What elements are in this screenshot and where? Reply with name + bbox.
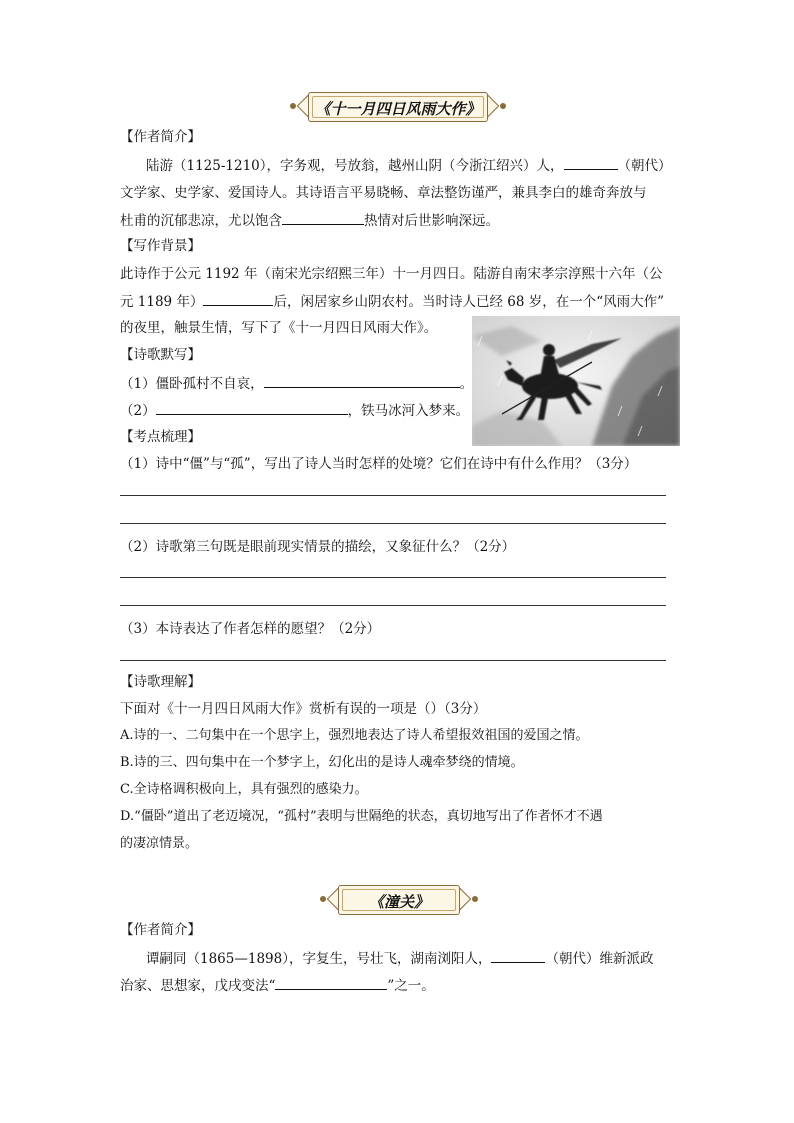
fill-blank[interactable]: [203, 292, 273, 306]
dictation-blank[interactable]: [264, 374, 460, 388]
poem-title: 《潼关》: [368, 893, 429, 911]
author-intro-text: ”之一。: [387, 978, 435, 994]
dictation-item-1: [120, 374, 473, 393]
dictation-text: ，铁马冰河入梦来。: [347, 403, 470, 419]
option-a: A.诗的一、二句集中在一个思字上，强烈地表达了诗人希望报效祖国的爱国之情。: [120, 728, 589, 743]
dictation-blank[interactable]: [156, 401, 348, 415]
fill-blank[interactable]: [275, 976, 387, 990]
author-intro-text: （朝代）: [617, 158, 672, 174]
author-intro-text: 杜甫的沉郁悲凉，尤以饱含: [120, 213, 282, 229]
key-points-heading: 【考点梳理】: [120, 429, 201, 445]
author-intro-text: 谭嗣同（1865—1898），字复生，号壮飞，湖南浏阳人，: [146, 951, 492, 967]
poem-title: 《十一月四日风雨大作》: [315, 100, 481, 118]
question-2: （2）诗歌第三句既是眼前现实情景的描绘，又象征什么？（2分）: [120, 539, 516, 555]
option-c: C.全诗格调积极向上，具有强烈的感染力。: [120, 782, 368, 797]
question-1: （1）诗中“僵”与“孤”，写出了诗人当时怎样的处境？它们在诗中有什么作用？（3分）: [120, 456, 638, 472]
author-intro-text: （朝代）维新派政: [545, 951, 654, 967]
multiple-choice-stem: 下面对《十一月四日风雨大作》赏析有误的一项是（）（3分）: [120, 701, 487, 717]
author-intro-text: 陆游（1125-1210），字务观，号放翁，越州山阴（今浙江绍兴）人，: [146, 158, 564, 174]
dictation-heading: 【诗歌默写】: [120, 347, 201, 363]
author-intro-heading: 【作者简介】: [120, 922, 201, 938]
background-heading: 【写作背景】: [120, 238, 201, 254]
dictation-item-2: [120, 401, 469, 420]
answer-line[interactable]: [120, 495, 666, 496]
answer-line[interactable]: [120, 605, 666, 606]
author-intro-line-2: 文学家、史学家、爱国诗人。其诗语言平易晓畅、章法整饬谨严，兼具李白的雄奇奔放与: [120, 185, 647, 201]
author-intro-heading: 【作者简介】: [120, 129, 201, 145]
dictation-text: （1）僵卧孤村不自哀，: [120, 376, 264, 392]
poem-title-banner: [296, 92, 500, 122]
answer-line[interactable]: [120, 660, 666, 661]
dynasty-blank[interactable]: [491, 949, 545, 963]
background-text: 元 1189 年）: [120, 294, 204, 310]
option-d-line-1: D.“僵卧”道出了老迈境况，“孤村”表明与世隔绝的状态，真切地写出了作者怀才不遇: [120, 809, 603, 824]
dictation-text: （2）: [120, 403, 156, 419]
author-intro-line-1: [146, 156, 672, 175]
ink-painting-horseman-illustration: [472, 316, 680, 446]
author-intro-line-3: [120, 211, 499, 230]
dictation-text: 。: [459, 376, 474, 392]
option-b: B.诗的三、四句集中在一个梦字上，幻化出的是诗人魂牵梦绕的情境。: [120, 755, 524, 770]
background-line-1: 此诗作于公元 1192 年（南宋光宗绍熙三年）十一月四日。陆游自南宋孝宗淳熙十六年（公: [120, 266, 663, 282]
question-3: （3）本诗表达了作者怎样的愿望？（2分）: [120, 621, 381, 637]
dynasty-blank[interactable]: [564, 156, 618, 170]
author-intro-text: 热情对后世影响深远。: [364, 213, 499, 229]
author-intro-line-1: [146, 949, 653, 968]
background-line-2: [120, 292, 664, 311]
background-text: 后，闲居家乡山阴农村。当时诗人已经 68 岁，在一个“风雨大作”: [273, 294, 665, 310]
fill-blank[interactable]: [282, 211, 364, 225]
background-line-3: 的夜里，触景生情，写下了《十一月四日风雨大作》。: [120, 320, 438, 336]
answer-line[interactable]: [120, 577, 666, 578]
option-d-line-2: 的凄凉情景。: [120, 836, 199, 851]
author-intro-line-2: [120, 976, 435, 995]
understanding-heading: 【诗歌理解】: [120, 674, 201, 690]
poem-title-banner: [326, 885, 472, 915]
answer-line[interactable]: [120, 523, 666, 524]
author-intro-text: 治家、思想家，戊戌变法“: [120, 978, 276, 994]
